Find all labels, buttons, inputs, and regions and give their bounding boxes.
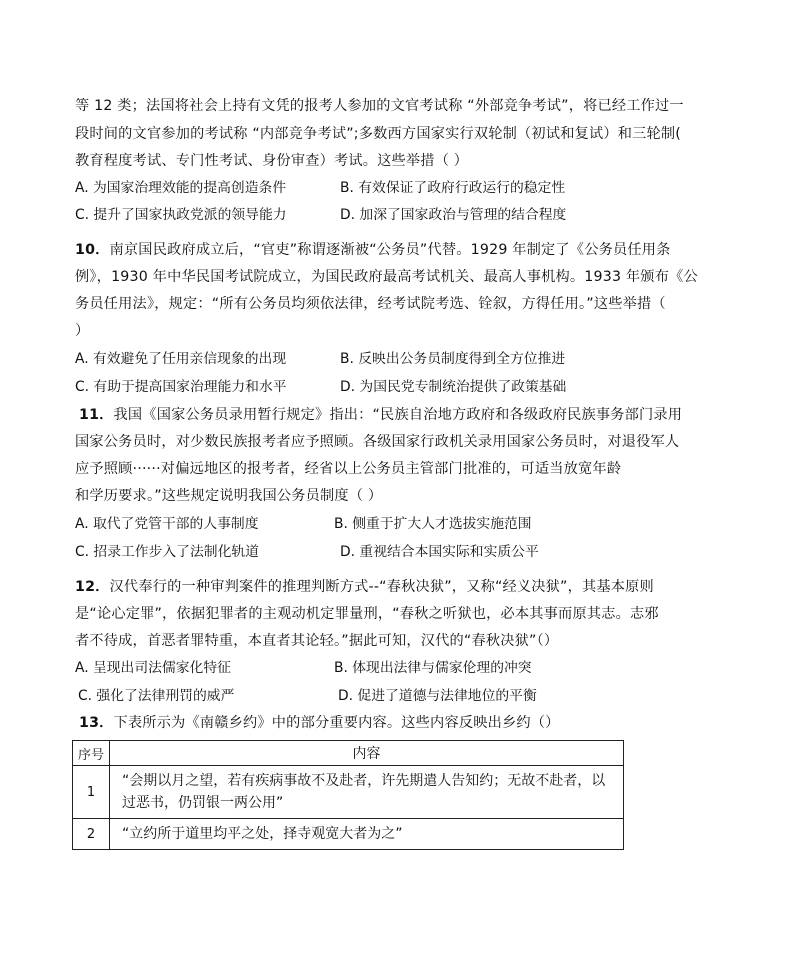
table-header-seq: 序号 xyxy=(73,741,110,766)
q11-number: 11． xyxy=(79,407,114,423)
table-row xyxy=(73,819,624,850)
table-row-1-content xyxy=(110,766,624,819)
q12-line-1 xyxy=(75,577,654,597)
q12-option-d: D. 促进了道德与法律地位的平衡 xyxy=(338,688,537,704)
q13-table xyxy=(72,740,624,850)
q10-text-1: 南京国民政府成立后，“官吏”称谓逐渐被“公务员”代替。1929 年制定了《公务员任用条 xyxy=(109,242,671,258)
q11-option-d: D. 重视结合本国实际和实质公平 xyxy=(340,544,539,560)
q12-text-1: 汉代奉行的一种审判案件的推理判断方式--“春秋决狱”，又称“经义决狱”，其基本原则 xyxy=(109,579,654,595)
table-row-1-seq: 1 xyxy=(73,766,110,819)
q11-option-c: C. 招录工作步入了法制化轨道 xyxy=(75,544,259,560)
q12-option-b: B. 体现出法律与儒家伦理的冲突 xyxy=(334,660,532,676)
q11-line-1 xyxy=(79,405,682,425)
q10-line-4: ） xyxy=(75,323,90,339)
q9-line-2: 段时间的文官参加的考试称 “内部竞争考试”;多数西方国家实行双轮制（初试和复试）和三轮制( xyxy=(75,126,682,142)
q9-line-3: 教育程度考试、专门性考试、身份审查）考试。这些举措（ ） xyxy=(75,153,469,169)
q10-option-b: B. 反映出公务员制度得到全方位推进 xyxy=(340,351,566,367)
q10-number: 10． xyxy=(75,242,110,258)
q11-text-1: 我国《国家公务员录用暂行规定》指出：“民族自治地方政府和各级政府民族事务部门录用 xyxy=(113,407,683,423)
q9-option-b: B. 有效保证了政府行政运行的稳定性 xyxy=(340,180,566,196)
q11-option-b: B. 侧重于扩大人才选拔实施范围 xyxy=(334,516,532,532)
q11-line-2: 国家公务员时，对少数民族报考者应予照顾。各级国家行政机关录用国家公务员时，对退役军人 xyxy=(75,434,680,450)
q13-line-1 xyxy=(79,713,560,733)
q9-line-1: 等 12 类；法国将社会上持有文凭的报考人参加的文官考试称 “外部竞争考试”，将已经工作过一 xyxy=(75,98,684,114)
q9-option-a: A. 为国家治理效能的提高创造条件 xyxy=(75,180,287,196)
table-header-row xyxy=(73,741,624,766)
q11-line-4: 和学历要求。”这些规定说明我国公务员制度（ ） xyxy=(75,488,383,504)
q12-line-2: 是“论心定罪”，依据犯罪者的主观动机定罪量刑，“春秋之听狱也，必本其事而原其志。志邪 xyxy=(75,606,659,622)
q9-option-d: D. 加深了国家政治与管理的结合程度 xyxy=(340,207,567,223)
q11-option-a: A. 取代了党管干部的人事制度 xyxy=(75,516,259,532)
table-row xyxy=(73,766,624,819)
q10-line-1 xyxy=(75,240,671,260)
table-header-content: 内容 xyxy=(110,741,624,766)
table-row-1-line-1: “会期以月之望，若有疾病事故不及赴者，许先期遣人告知约；无故不赴者，以 xyxy=(122,773,606,789)
q10-line-2: 例》，1930 年中华民国考试院成立，为国民政府最高考试机关、最高人事机构。1933 年颁布《公 xyxy=(75,269,698,285)
q12-option-c: C. 强化了法律刑罚的威严 xyxy=(78,688,235,704)
q12-line-3: 者不待成，首恶者罪特重，本直者其论轻。”据此可知，汉代的“春秋决狱”（） xyxy=(75,633,559,649)
q10-option-c: C. 有助于提高国家治理能力和水平 xyxy=(75,379,287,395)
q10-line-3: 务员任用法》，规定：“所有公务员均须依法律，经考试院考选、铨叙，方得任用。”这些举措（ xyxy=(75,296,666,312)
table-row-2-content xyxy=(110,819,624,850)
q12-number: 12． xyxy=(75,579,110,595)
q13-number: 13． xyxy=(79,715,114,731)
q10-option-d: D. 为国民党专制统治提供了政策基础 xyxy=(340,379,567,395)
table-row-1-line-2: 过恶书，仍罚银一两公用” xyxy=(122,795,284,811)
q11-line-3: 应予照顾······对偏远地区的报考者，经省以上公务员主管部门批准的，可适当放宽年龄 xyxy=(75,461,622,477)
table-row-2-seq: 2 xyxy=(73,819,110,850)
q13-stem: 下表所示为《南赣乡约》中的部分重要内容。这些内容反映出乡约（） xyxy=(113,715,560,731)
q9-option-c: C. 提升了国家执政党派的领导能力 xyxy=(75,207,287,223)
q10-option-a: A. 有效避免了任用亲信现象的出现 xyxy=(75,351,287,367)
table-row-2-line-1: “立约所于道里均平之处，择寺观宽大者为之” xyxy=(122,826,403,842)
q12-option-a: A. 呈现出司法儒家化特征 xyxy=(75,660,231,676)
